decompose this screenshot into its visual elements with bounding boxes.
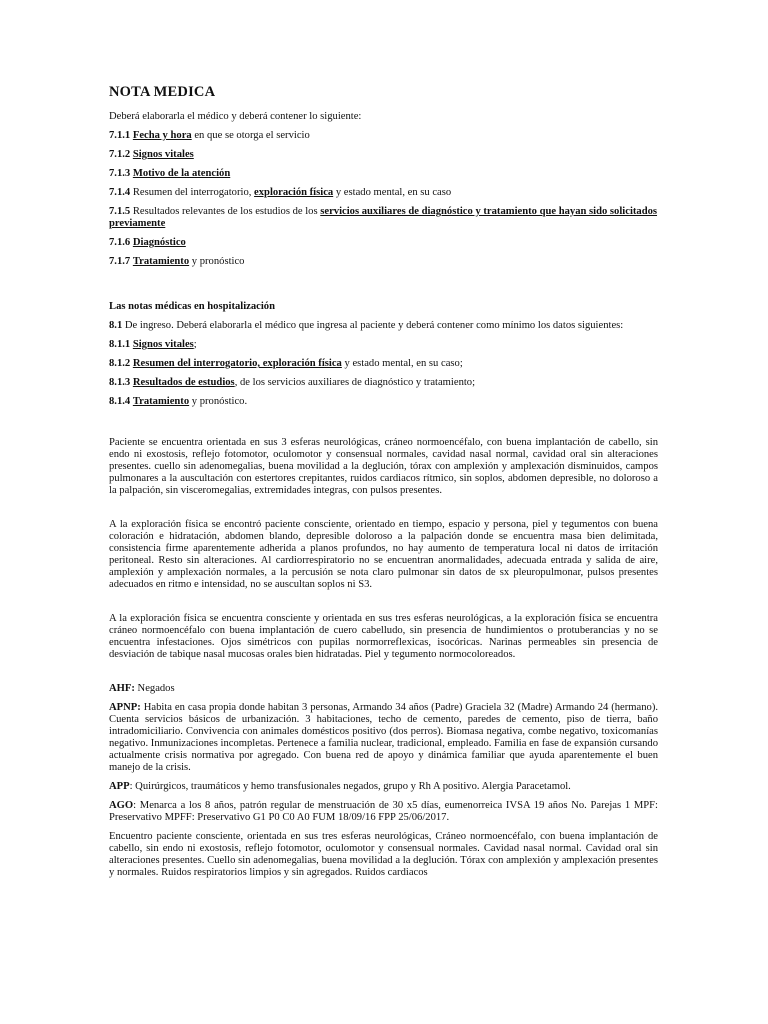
list-item-811: 8.1.1 Signos vitales; [109, 339, 197, 350]
hospitalization-heading: Las notas médicas en hospitalización [109, 301, 275, 312]
document-content [109, 84, 658, 879]
paragraph-exam-2: A la exploración física se encontró paciente consciente, orientado en tiempo, espacio y persona, piel y tegumentos con buena coloración e hidratación, abdomen blando, depresible doloroso a la palpación donde se encuentra masa bien delimitada, consistencia firme aparentemente adherida a planos profundos, no hay aumento de temperatura local ni datos de irritación peritoneal. Resto sin alteraciones. Al cardiorrespiratorio no se encuentran anormalidades, adecuada entrada y salida de aire, amplexión y amplexación normales, a la percusión se nota claro pulmonar sin datos de sx pleuropulmonar, pulsos presentes adecuados en ritmo e intensidad, no se auscultan soplos ni S3. [109, 519, 658, 590]
section-81-text: 8.1 De ingreso. Deberá elaborarla el médico que ingresa al paciente y deberá contener como mínimo los datos siguientes: [109, 320, 624, 331]
list-item-713: 7.1.3 Motivo de la atención [109, 168, 231, 179]
app-line: APP: Quirúrgicos, traumáticos y hemo transfusionales negados, grupo y Rh A positivo. Alergia Paracetamol. [109, 781, 571, 792]
list-item-711: 7.1.1 Fecha y hora en que se otorga el servicio [109, 130, 310, 141]
ahf-line: AHF: Negados [109, 683, 175, 694]
spacer [109, 497, 658, 519]
list-item-717: 7.1.7 Tratamiento y pronóstico [109, 256, 245, 267]
list-item-714: 7.1.4 Resumen del interrogatorio, exploración física y estado mental, en su caso [109, 187, 452, 198]
list-item-712: 7.1.2 Signos vitales [109, 149, 194, 160]
page-title: NOTA MEDICA [109, 84, 216, 100]
apnp-paragraph: APNP: Habita en casa propia donde habitan 3 personas, Armando 34 años (Padre) Graciela 32 (Madre) Armando 24 (hermano). Cuenta servicios básicos de urbanización. 3 habitaciones, techo de cemento, paredes de cemento, piso de tierra, baño intradomiciliario. Convivencia con animales domésticos positivo (dos perros). Biomasa negativa, combe negativo, toxicomanías negativo. Inmunizaciones incompletas. Pertenece a familia nuclear, tradicional, empleado. Familia en fase de expansión cursando actualmente crisis normativa por agregado. Con buena red de apoyo y dinámica familiar que ayuda aparentemente el buen manejo de la crisis. [109, 702, 658, 773]
section-71-list [109, 130, 658, 268]
spacer [109, 661, 658, 683]
spacer [109, 591, 658, 613]
section-81-list [109, 339, 658, 408]
spacer [109, 415, 658, 437]
list-item-814: 8.1.4 Tratamiento y pronóstico. [109, 396, 248, 407]
paragraph-exam-4: Encuentro paciente consciente, orientada en sus tres esferas neurológicas, Cráneo normoencéfalo, con buena implantación de cabello, sin endo ni exostosis, reflejo fotomotor, oculomotor y consensual normales. Cavidad nasal normal. Cavidad oral sin alteraciones presentes. Cuello sin adenomegalias, buena movilidad a la deglución. Tórax con amplexión y amplexación presentes y normales. Ruidos respiratorios limpios y sin agregados. Ruidos cardiacos [109, 831, 658, 878]
list-item-716: 7.1.6 Diagnóstico [109, 237, 186, 248]
list-item-715: 7.1.5 Resultados relevantes de los estudios de los servicios auxiliares de diagnóstico y tratamiento que hayan sido solicitados previamente [109, 206, 658, 229]
spacer [109, 275, 658, 301]
list-item-813: 8.1.3 Resultados de estudios, de los servicios auxiliares de diagnóstico y tratamiento; [109, 377, 476, 388]
paragraph-exam-1: Paciente se encuentra orientada en sus 3 esferas neurológicas, cráneo normoencéfalo, con buena implantación de cabello, sin endo ni exostosis, reflejo fotomotor, oculomotor y consensual normales, cavidad nasal normal, cavidad oral sin alteraciones presentes. cuello sin adenomegalias, buena movilidad a la deglución, tórax con amplexión y amplexación disminuidos, campos pulmonares a la auscultación con estertores crepitantes, ruidos cardiacos rítmico, sin soplos, abdomen depresible, no doloroso a la palpación, sin visceromegalias, extremidades integras, con pulsos presentes. [109, 437, 658, 496]
list-item-812: 8.1.2 Resumen del interrogatorio, exploración física y estado mental, en su caso; [109, 358, 463, 369]
intro-text: Deberá elaborarla el médico y deberá contener lo siguiente: [109, 111, 362, 122]
ago-paragraph: AGO: Menarca a los 8 años, patrón regular de menstruación de 30 x5 días, eumenorreica IVSA 19 años No. Parejas 1 MPF: Preservativo MPFF: Preservativo G1 P0 C0 A0 FUM 18/09/16 FPP 25/06/2017. [109, 800, 658, 823]
paragraph-exam-3: A la exploración física se encuentra consciente y orientada en sus tres esferas neurológicas, a la exploración física se encuentra cráneo normoencéfalo con buena implantación de cuero cabelludo, sin presencia de hundimientos o protuberancias y no se encuentra infestaciones. Ojos simétricos con pupilas normorreflexicas, isocóricas. Narinas permeables sin presencia de desviación de tabique nasal mucosas orales bien hidratadas. Piel y tegumento normocoloreados. [109, 613, 658, 660]
